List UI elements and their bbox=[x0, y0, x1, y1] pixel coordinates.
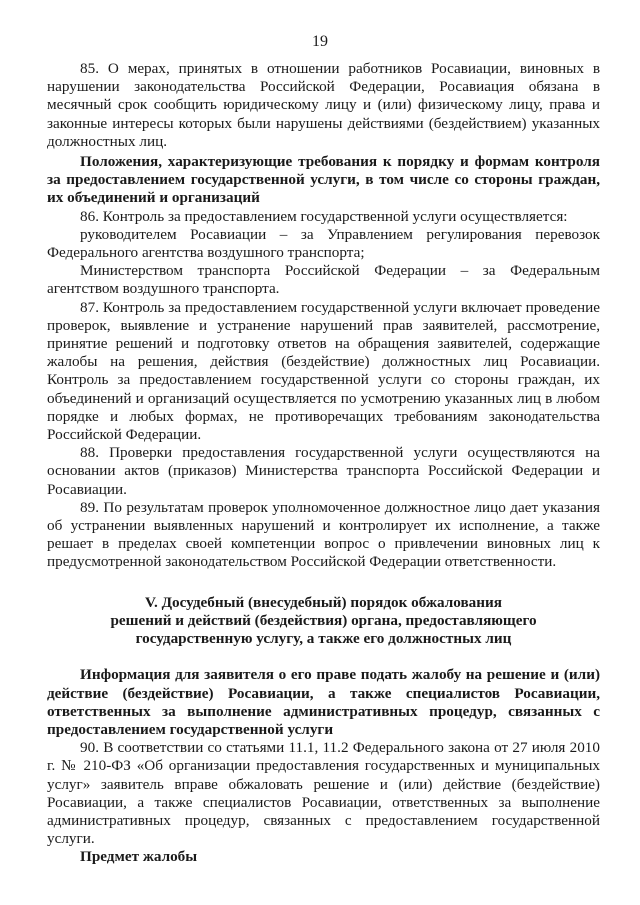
section-v-heading bbox=[47, 594, 600, 649]
section-v-heading-line-3: государственную услугу, а также его должностных лиц bbox=[135, 630, 512, 648]
paragraph-89: 89. По результатам проверок уполномоченное должностное лицо дает указания об устранении выявленных нарушений и контролирует их исполнение, а также решает в пределах своей компетенции вопрос о привлечении виновных лиц к предусмотренной законодательством Российской Федерации ответственности. bbox=[47, 498, 600, 571]
page-number: 19 bbox=[312, 33, 328, 50]
paragraph-87: 87. Контроль за предоставлением государственной услуги включает проведение проверок, выявление и устранение нарушений прав заявителей, рассмотрение, принятие решений и подготовку ответов на обращения заявителей, содержащие жалобы на решения, действия (бездействие) должностных лиц Росавиации. Контроль за предоставлением государственной услуги со стороны граждан, их объединений и организаций осуществляется по усмотрению указанных лиц в любом порядке и любых формах, не противоречащих требованиям законодательства Российской Федерации. bbox=[47, 298, 600, 444]
paragraph-90: 90. В соответствии со статьями 11.1, 11.2 Федерального закона от 27 июля 2010 г. № 210-ФЗ «Об организации предоставления государственных и муниципальных услуг» заявитель вправе обжаловать решение и (или) действие (бездействие) Росавиации, а также специалистов Росавиации, ответственных за выполнение административных процедур, связанных с предоставлением государственной услуги. bbox=[47, 739, 600, 848]
section-v-heading-line-1: V. Досудебный (внесудебный) порядок обжалования bbox=[145, 593, 502, 611]
heading-complaint-subject: Предмет жалобы bbox=[80, 848, 198, 866]
paragraph-88: 88. Проверки предоставления государственной услуги осуществляются на основании актов (приказов) Министерства транспорта Российской Федерации и Росавиации. bbox=[47, 444, 600, 498]
paragraph-85: 85. О мерах, принятых в отношении работников Росавиации, виновных в нарушении законодательства Российской Федерации, Росавиация обязана в месячный срок сообщить юридическому лицу и (или) физическому лицу, права и законные интересы которых были нарушены действиями (бездействием) указанных должностных лиц. bbox=[47, 60, 600, 150]
heading-control-requirements: Положения, характеризующие требования к порядку и формам контроля за предоставлением государственной услуги, в том числе со стороны граждан, их объединений и организаций bbox=[47, 153, 600, 207]
document-body bbox=[47, 60, 600, 867]
section-v-heading-line-2: решений и действий (бездействия) органа, предоставляющего bbox=[110, 611, 537, 629]
paragraph-86-item-a: руководителем Росавиации – за Управлением регулирования перевозок Федерального агентства воздушного транспорта; bbox=[47, 225, 600, 262]
paragraph-86: 86. Контроль за предоставлением государственной услуги осуществляется: bbox=[80, 207, 568, 225]
heading-complaint-right-info: Информация для заявителя о его праве подать жалобу на решение и (или) действие (бездействие) Росавиации, а также специалистов Росавиации, ответственных за выполнение административных процедур, связанных с предоставлением государственной услуги bbox=[47, 666, 600, 738]
paragraph-86-item-b: Министерством транспорта Российской Федерации – за Федеральным агентством воздушного транспорта. bbox=[47, 262, 600, 298]
